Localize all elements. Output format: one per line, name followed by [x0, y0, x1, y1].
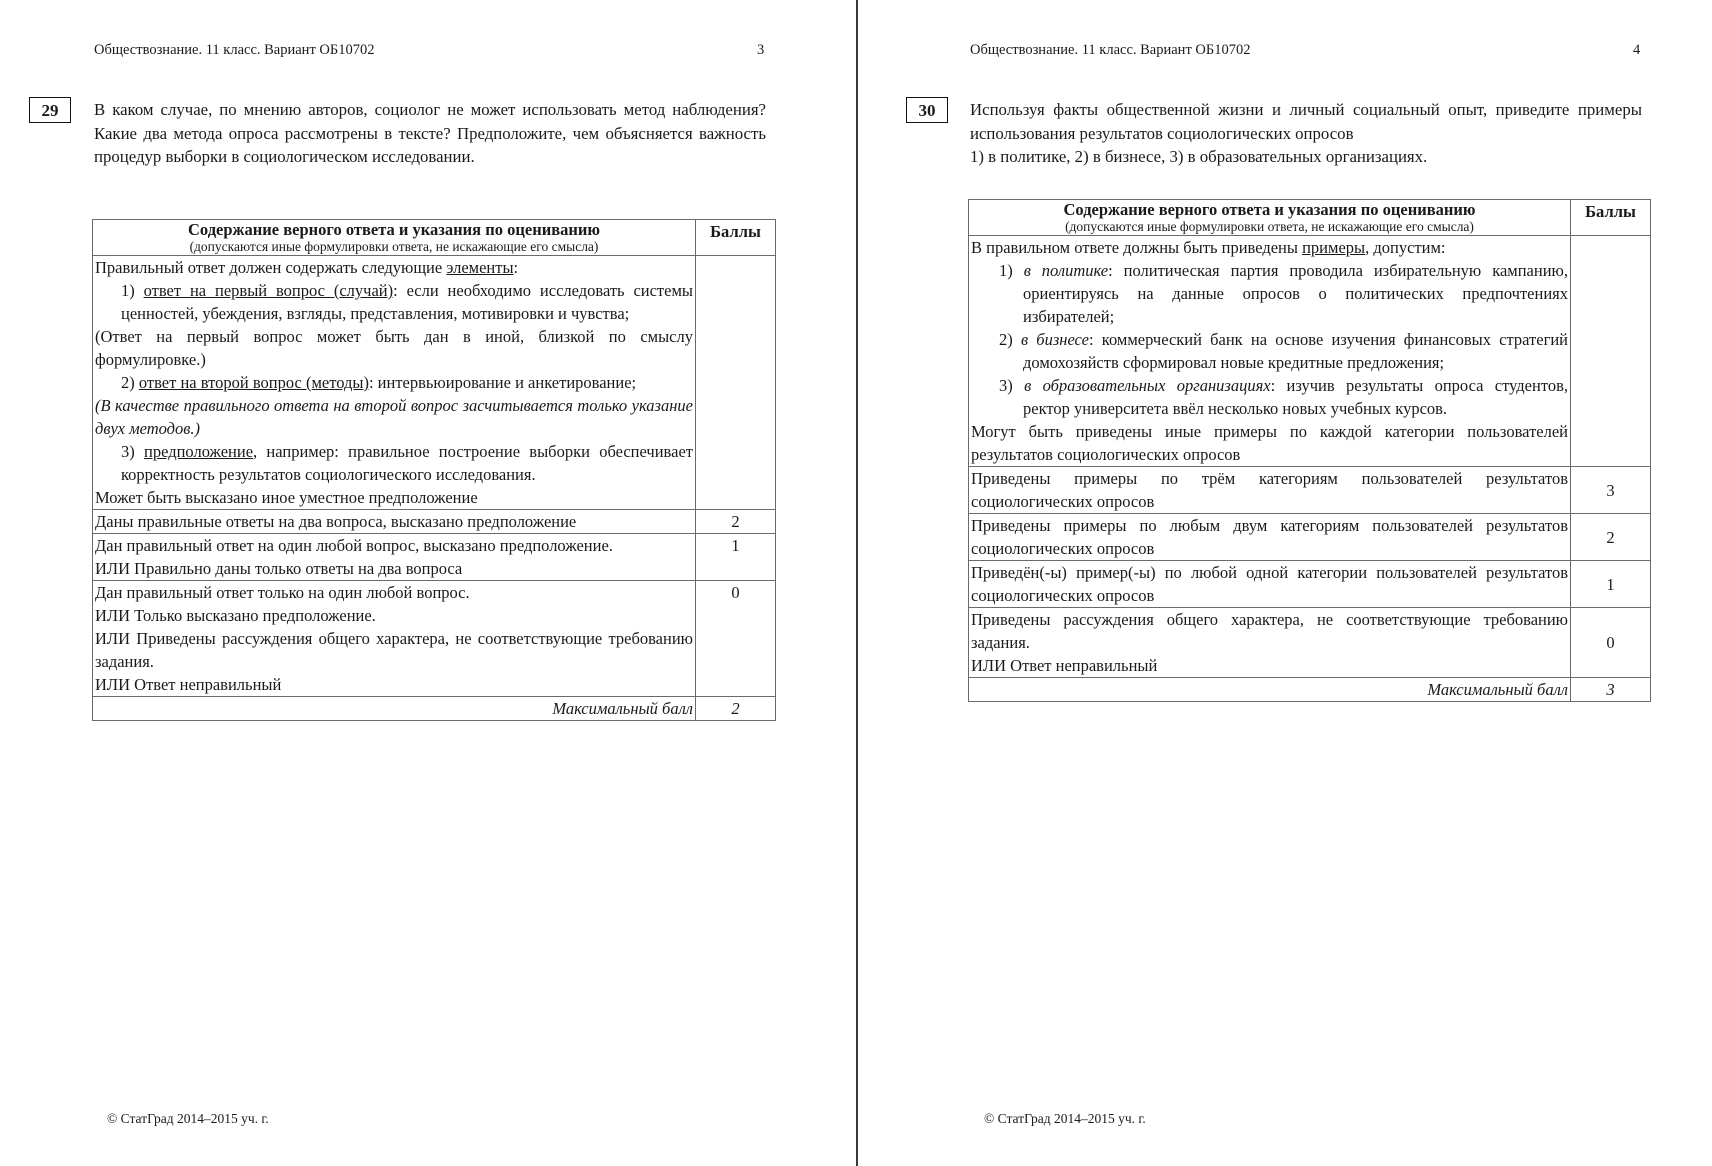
table-row [969, 608, 1651, 678]
item-label: предположение [144, 442, 254, 461]
example-item-3 [971, 374, 1568, 420]
item-number: 1) [121, 281, 144, 300]
item-label: в политике [1023, 261, 1109, 280]
item-number: 3) [999, 376, 1025, 395]
header-title: Содержание верного ответа и указания по оцениванию [1063, 200, 1476, 219]
question-line: Используя факты общественной жизни и личный социальный опыт, приведите примеры использования результатов социологических опросов [970, 100, 1642, 143]
answer-content [93, 256, 696, 510]
criterion-text: Приведены примеры по трём категориям пользователей результатов социологических опросов [969, 467, 1571, 514]
item-label: ответ на второй вопрос (методы) [138, 373, 369, 392]
score-cell-empty [696, 256, 776, 510]
item-label: в бизнесе [1020, 330, 1089, 349]
table-row [93, 581, 776, 697]
answer-outro: Может быть высказано иное уместное предположение [95, 488, 478, 507]
answer-content [969, 236, 1571, 467]
item-text: : интервьюирование и анкетирование; [368, 373, 637, 392]
criterion-score: 1 [696, 534, 776, 581]
criterion-line: Дан правильный ответ только на один любой вопрос. [95, 583, 470, 602]
criterion-text [93, 581, 696, 697]
item-number: 3) [121, 442, 145, 461]
answer-note-1: (Ответ на первый вопрос может быть дан в иной, близкой по смыслу формулировке.) [95, 327, 693, 369]
page-number: 4 [1633, 42, 1641, 58]
max-score-label: Максимальный балл [969, 678, 1571, 702]
item-text: : коммерческий банк на основе изучения финансовых стратегий домохозяйств сформировал новые кредитные предложения; [1023, 330, 1569, 372]
item-number: 1) [999, 261, 1024, 280]
table-row [969, 514, 1651, 561]
answer-item-2 [95, 371, 693, 394]
intro-text: Правильный ответ должен содержать следующие [95, 258, 447, 277]
criterion-line: Приведены рассуждения общего характера, не соответствующие требованию задания. [971, 610, 1568, 652]
page-number: 3 [757, 42, 765, 58]
criterion-score: 0 [1571, 608, 1651, 678]
criterion-score: 0 [696, 581, 776, 697]
header-criteria [93, 220, 696, 256]
item-label: ответ на первый вопрос (случай) [143, 281, 394, 300]
score-cell-empty [1571, 236, 1651, 467]
intro-underlined: примеры [1302, 238, 1366, 257]
answer-note-2: (В качестве правильного ответа на второй вопрос засчитывается только указание двух методов.) [95, 396, 693, 438]
answer-item-1 [95, 279, 693, 325]
criterion-score: 2 [1571, 514, 1651, 561]
table-row [93, 510, 776, 534]
page-right [858, 0, 1712, 1166]
question-line: 1) в политике, 2) в бизнесе, 3) в образовательных организациях. [970, 147, 1428, 166]
table-row [93, 534, 776, 581]
page-footer: © СтатГрад 2014–2015 уч. г. [107, 1111, 269, 1126]
table-header-row [969, 200, 1651, 236]
scoring-table [968, 199, 1651, 702]
criterion-score: 1 [1571, 561, 1651, 608]
question-text: В каком случае, по мнению авторов, социолог не может использовать метод наблюдения? Какие два метода опроса рассмотрены в тексте? Предположите, чем объясняется важность процедур выборки в социологическом исследовании. [94, 100, 766, 166]
max-score-label: Максимальный балл [93, 697, 696, 721]
item-label: в образовательных организациях [1024, 376, 1271, 395]
header-title: Содержание верного ответа и указания по оцениванию [188, 220, 600, 239]
criterion-score: 3 [1571, 467, 1651, 514]
table-row [93, 256, 776, 510]
criterion-line: ИЛИ Правильно даны только ответы на два вопроса [95, 559, 463, 578]
answer-item-3 [95, 440, 693, 486]
page-header: Обществознание. 11 класс. Вариант ОБ10702 [970, 42, 1251, 58]
question-text [970, 98, 1642, 169]
question-number: 29 [29, 97, 71, 123]
page-footer: © СтатГрад 2014–2015 уч. г. [984, 1111, 1146, 1126]
criterion-line: Дан правильный ответ на один любой вопрос, высказано предположение. [95, 536, 613, 555]
criterion-line: ИЛИ Приведены рассуждения общего характера, не соответствующие требованию задания. [95, 629, 693, 671]
criterion-text [93, 534, 696, 581]
item-text: : изучив результаты опроса студентов, ректор университета ввёл несколько новых учебных курсов. [1023, 376, 1568, 418]
criterion-score: 2 [696, 510, 776, 534]
item-text: : политическая партия проводила избирательную кампанию, ориентируясь на данные опросов о политических предпочтениях избирателей; [1023, 261, 1568, 326]
max-score-value: 3 [1571, 678, 1651, 702]
item-number: 2) [999, 330, 1021, 349]
header-subtitle: (допускаются иные формулировки ответа, не искажающие его смысла) [1065, 219, 1474, 234]
criterion-line: ИЛИ Ответ неправильный [95, 675, 282, 694]
header-criteria [969, 200, 1571, 236]
intro-suffix: : [513, 258, 519, 277]
criterion-line: ИЛИ Только высказано предположение. [95, 606, 376, 625]
table-row [969, 467, 1651, 514]
header-score: Баллы [1571, 200, 1651, 236]
criterion-text: Приведён(-ы) пример(-ы) по любой одной категории пользователей результатов социологических опросов [969, 561, 1571, 608]
answer-outro: Могут быть приведены иные примеры по каждой категории пользователей результатов социологических опросов [971, 422, 1568, 464]
example-item-2 [971, 328, 1568, 374]
scoring-table [92, 219, 776, 721]
table-max-row [969, 678, 1651, 702]
item-text: : если необходимо исследовать системы ценностей, убеждения, взгляды, представления, мотивировки и чувства; [121, 281, 693, 323]
intro-suffix: , допустим: [1365, 238, 1446, 257]
intro-text: В правильном ответе должны быть приведены [971, 238, 1303, 257]
item-text: , например: правильное построение выборки обеспечивает корректность результатов социологического исследования. [121, 442, 693, 484]
item-number: 2) [121, 373, 139, 392]
criterion-line: ИЛИ Ответ неправильный [971, 656, 1158, 675]
example-item-1 [971, 259, 1568, 328]
question-number: 30 [906, 97, 948, 123]
table-max-row [93, 697, 776, 721]
criterion-text [969, 608, 1571, 678]
header-subtitle: (допускаются иные формулировки ответа, не искажающие его смысла) [189, 239, 599, 254]
max-score-value: 2 [696, 697, 776, 721]
header-score: Баллы [696, 220, 776, 256]
criterion-text: Даны правильные ответы на два вопроса, высказано предположение [93, 510, 696, 534]
intro-underlined: элементы [446, 258, 514, 277]
table-row [969, 236, 1651, 467]
page-header: Обществознание. 11 класс. Вариант ОБ10702 [94, 42, 375, 58]
criterion-text: Приведены примеры по любым двум категориям пользователей результатов социологических опросов [969, 514, 1571, 561]
table-header-row [93, 220, 776, 256]
table-row [969, 561, 1651, 608]
